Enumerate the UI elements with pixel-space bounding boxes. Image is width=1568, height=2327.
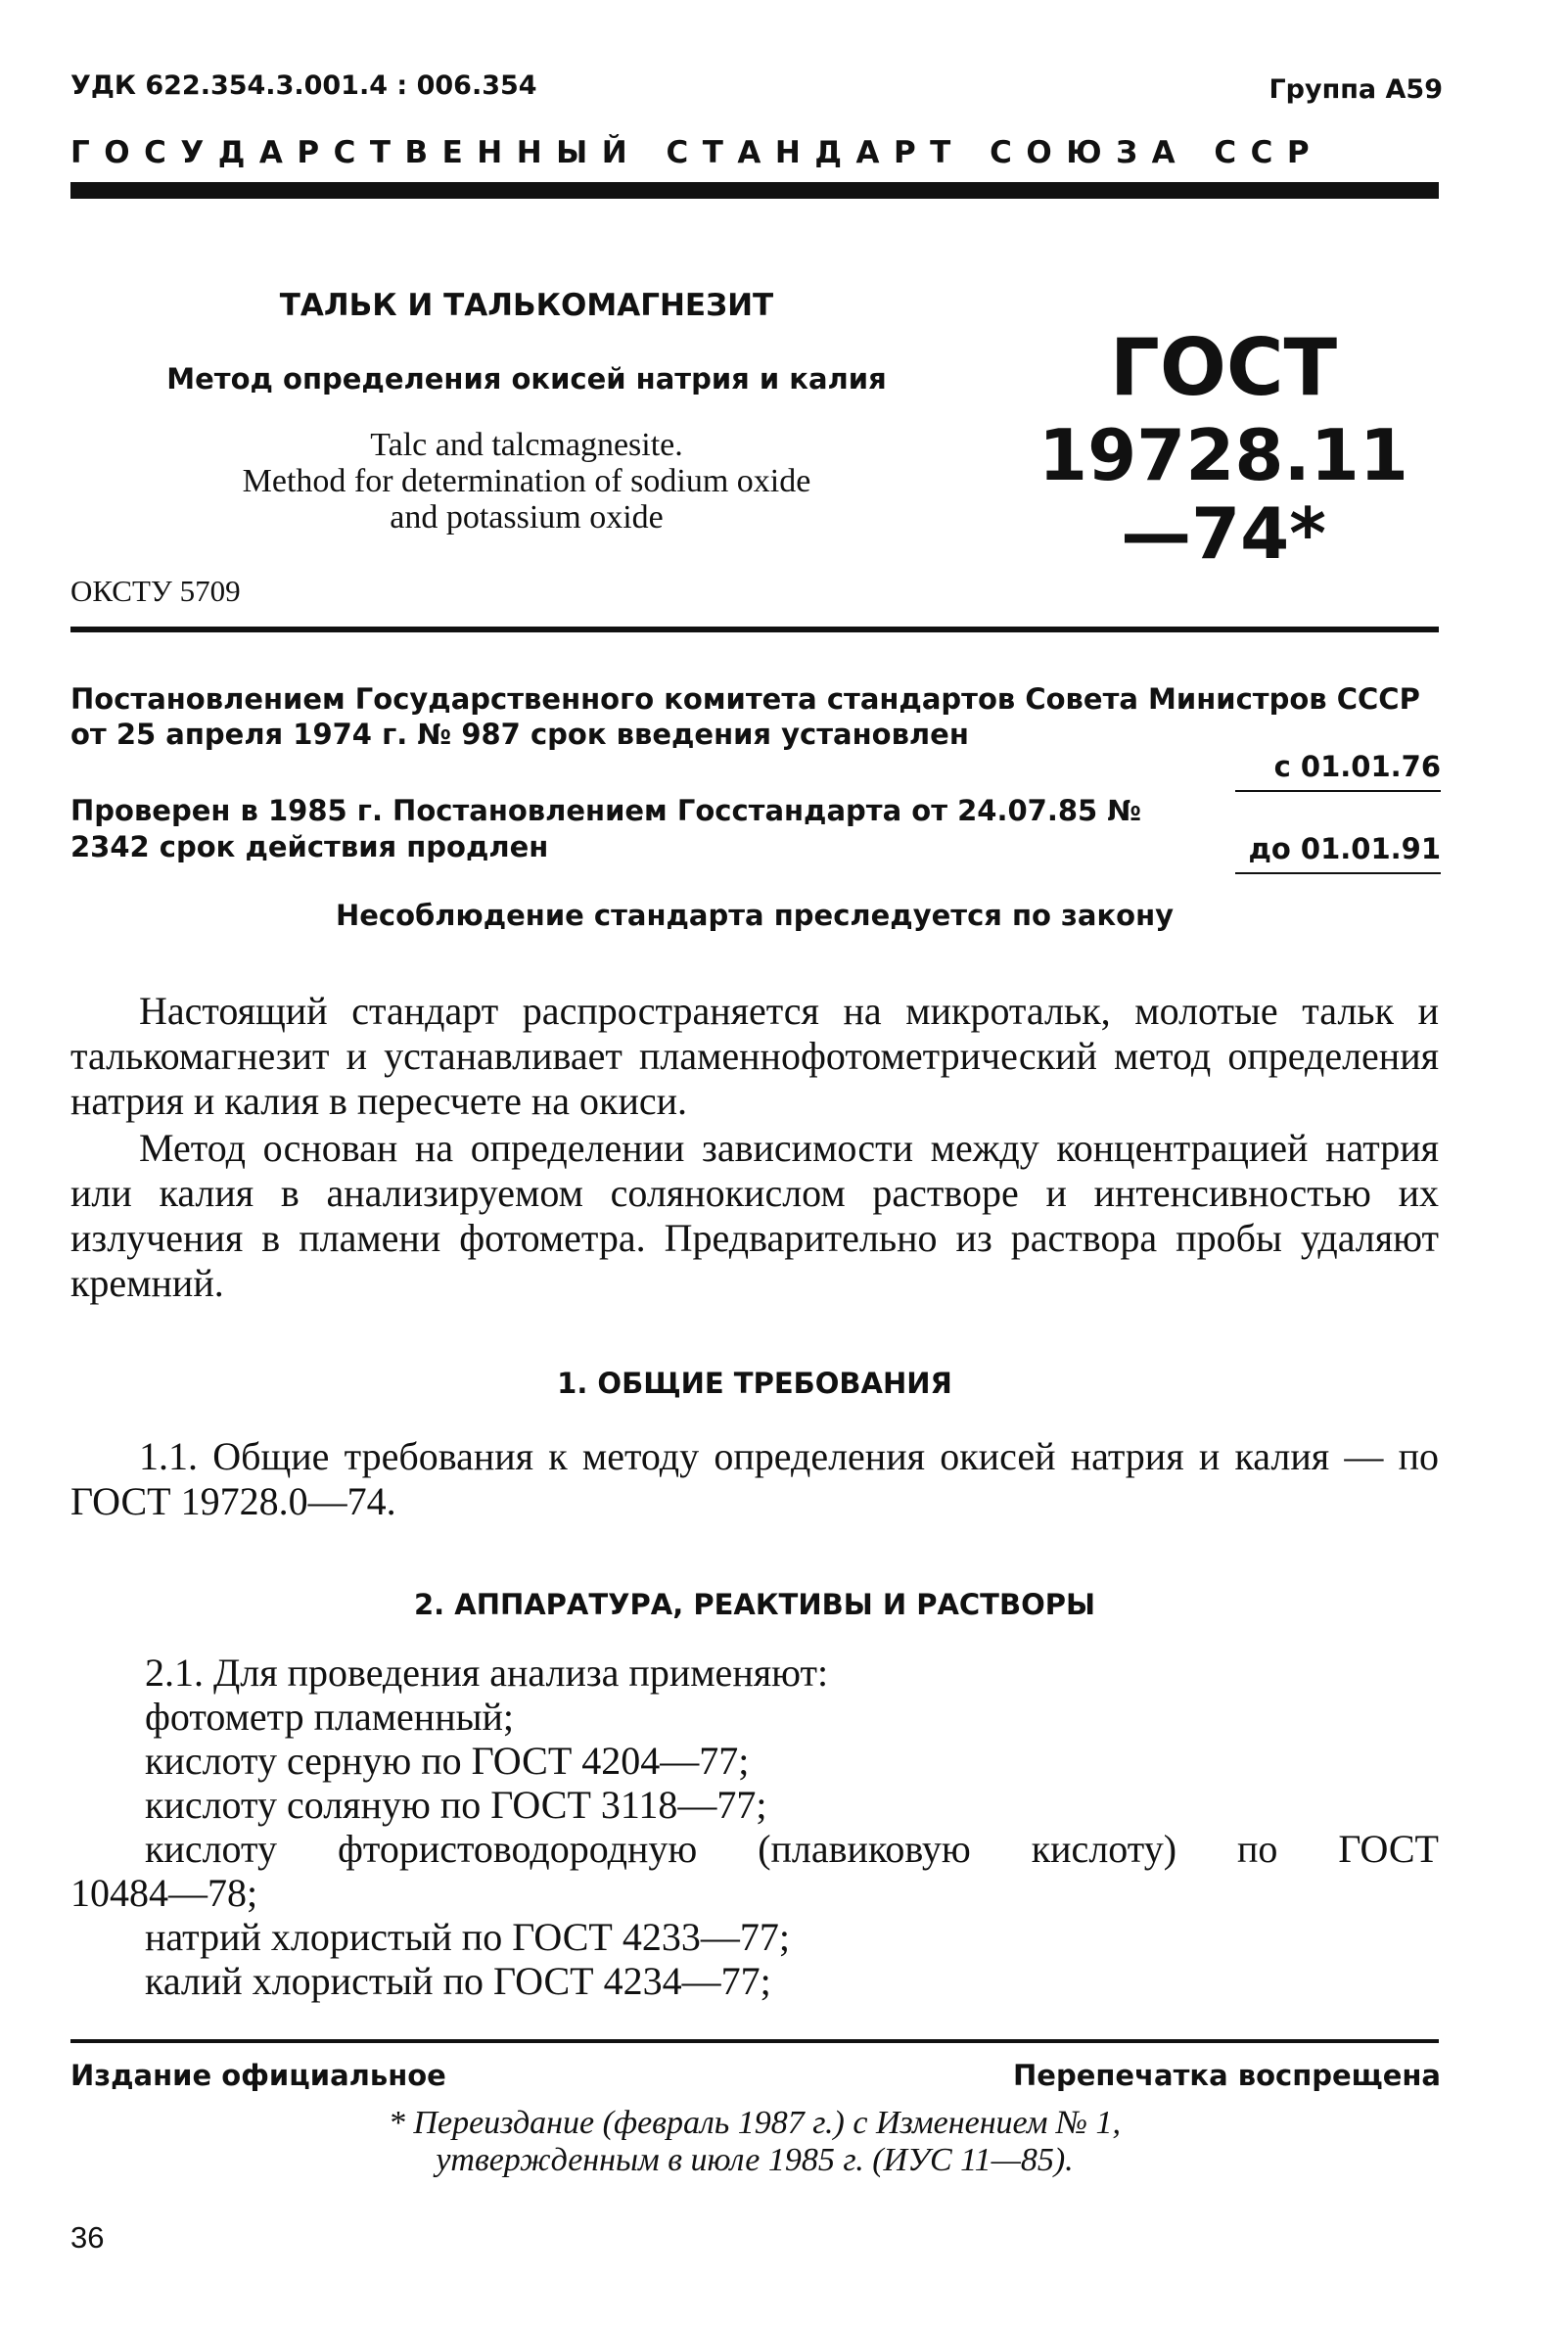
english-title-line: and potassium oxide [390, 499, 664, 535]
english-title [70, 427, 983, 535]
reissue-note-line: * Переиздание (февраль 1987 г.) с Изменением № 1, [388, 2105, 1122, 2141]
english-title-line: Talc and talcmagnesite. [370, 427, 683, 463]
reissue-note-line: утвержденным в июле 1985 г. (ИУС 11—85). [436, 2142, 1074, 2178]
reprint-notice: Перепечатка воспрещена [1013, 2059, 1441, 2092]
effective-date: с 01.01.76 [1273, 750, 1441, 783]
list-item: калий хлористый по ГОСТ 4234—77; [145, 1959, 771, 2003]
group-code: Группа А59 [1268, 74, 1443, 105]
header-rule [70, 182, 1439, 199]
list-item: натрий хлористый по ГОСТ 4233—77; [145, 1915, 790, 1959]
apparatus-list [70, 1651, 1439, 2003]
clause-1-1: 1.1. Общие требования к методу определения окисей натрия и калия — по ГОСТ 19728.0—74. [70, 1434, 1439, 1523]
title-rule [70, 627, 1439, 632]
list-item: 10484—78; [70, 1871, 258, 1915]
decree-text: Постановлением Государственного комитета стандартов Совета Министров СССР от 25 апреля 1974 г. № 987 срок введения установлен [70, 682, 1420, 751]
english-title-line: Method for determination of sodium oxide [242, 463, 811, 499]
expiry-date: до 01.01.91 [1248, 832, 1441, 865]
edition-label: Издание официальное [70, 2059, 446, 2092]
reissue-note [70, 2105, 1439, 2179]
page-number: 36 [70, 2220, 105, 2255]
list-item: 2.1. Для проведения анализа применяют: [145, 1651, 829, 1695]
udk-code: УДК 622.354.3.001.4 : 006.354 [70, 70, 537, 101]
review-text: Проверен в 1985 г. Постановлением Госстандарта от 24.07.85 № 2342 срок действия продлен [70, 794, 1142, 863]
list-item: кислоту серную по ГОСТ 4204—77; [145, 1739, 750, 1783]
expiry-date-underline [1235, 872, 1441, 874]
state-standard-heading: ГОСУДАРСТВЕННЫЙ СТАНДАРТ СОЮЗА ССР [70, 135, 1324, 170]
section-heading: 2. АППАРАТУРА, РЕАКТИВЫ И РАСТВОРЫ [413, 1588, 1096, 1621]
section-heading: 1. ОБЩИЕ ТРЕБОВАНИЯ [557, 1367, 952, 1400]
russian-title: ТАЛЬК И ТАЛЬКОМАГНЕЗИТ [279, 288, 774, 323]
violation-notice: Несоблюдение стандарта преследуется по закону [335, 899, 1175, 932]
effective-date-underline [1235, 790, 1441, 792]
list-item: кислоту соляную по ГОСТ 3118—77; [145, 1783, 767, 1827]
gost-label: ГОСТ [1109, 322, 1338, 413]
method-paragraph: Метод основан на определении зависимости между концентрацией натрия или калия в анализируемом солянокислом растворе и интенсивностью их излучения в пламени фотометра. Предварительно из раствора пробы удаляют кремний. [70, 1126, 1439, 1305]
list-item: фотометр пламенный; [145, 1695, 515, 1739]
footer-rule [70, 2039, 1439, 2043]
russian-subtitle: Метод определения окисей натрия и калия [166, 362, 887, 396]
okstu-code: ОКСТУ 5709 [70, 574, 241, 608]
gost-number: 19728.11—74* [1038, 414, 1409, 575]
list-item: кислоту фтористоводородную (плавиковую кислоту) по ГОСТ [145, 1827, 1439, 1871]
intro-paragraph: Настоящий стандарт распространяется на микротальк, молотые тальк и талькомагнезит и устанавливает пламеннофотометрический метод определения натрия и калия в пересчете на окиси. [70, 989, 1439, 1123]
